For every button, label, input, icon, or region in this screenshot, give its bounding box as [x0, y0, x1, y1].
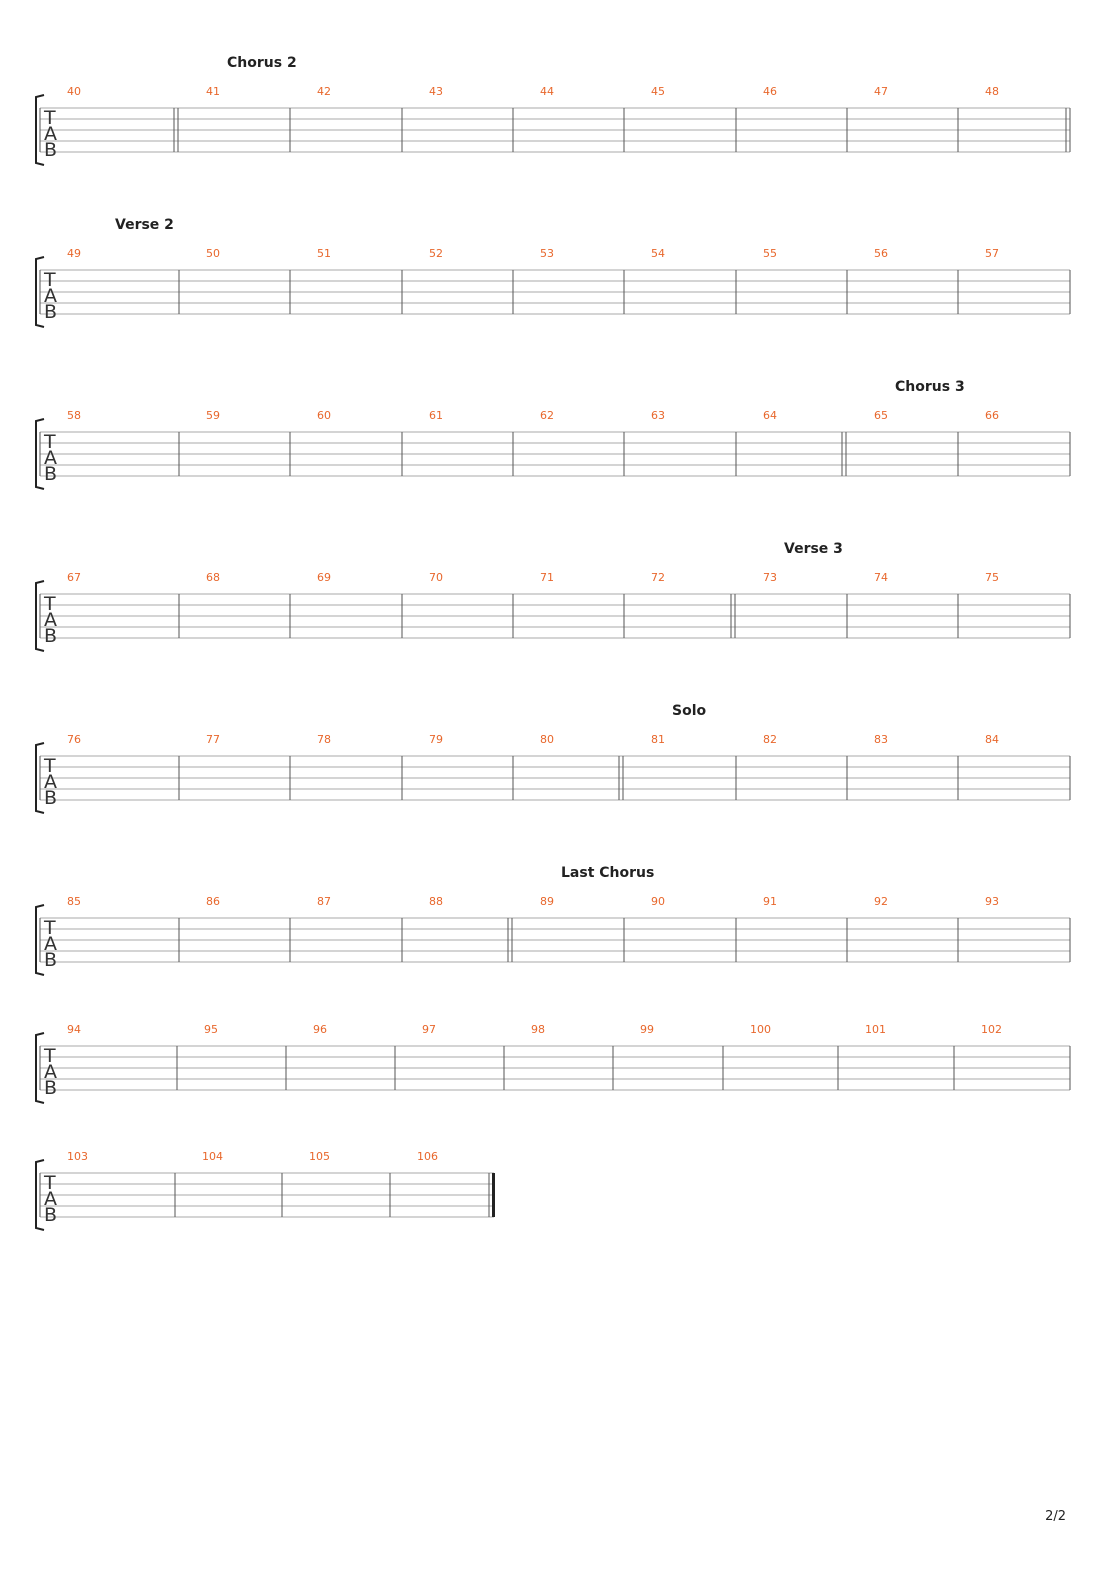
bar-number: 83	[874, 733, 888, 746]
bar-number: 104	[202, 1150, 223, 1163]
bar-number: 93	[985, 895, 999, 908]
bar-number: 101	[865, 1023, 886, 1036]
tab-clef-b: B	[44, 1204, 58, 1226]
bar-number: 63	[651, 409, 665, 422]
bar-number: 54	[651, 247, 665, 260]
bar-number: 47	[874, 85, 888, 98]
bar-number: 48	[985, 85, 999, 98]
bar-number: 85	[67, 895, 81, 908]
bar-number: 45	[651, 85, 665, 98]
bar-number: 92	[874, 895, 888, 908]
bar-number: 76	[67, 733, 81, 746]
bar-number: 66	[985, 409, 999, 422]
bar-number: 55	[763, 247, 777, 260]
bar-number: 60	[317, 409, 331, 422]
bar-number: 51	[317, 247, 331, 260]
bar-number: 70	[429, 571, 443, 584]
bar-number: 105	[309, 1150, 330, 1163]
bar-number: 87	[317, 895, 331, 908]
tab-clef-t: T	[44, 755, 56, 777]
tab-clef-t: T	[44, 107, 56, 129]
tab-clef-a: A	[44, 1061, 57, 1083]
bar-number: 75	[985, 571, 999, 584]
bar-number: 65	[874, 409, 888, 422]
tab-clef-a: A	[44, 609, 57, 631]
bar-number: 46	[763, 85, 777, 98]
bar-number: 69	[317, 571, 331, 584]
section-label: Chorus 2	[227, 55, 297, 71]
bar-number: 90	[651, 895, 665, 908]
bar-number: 61	[429, 409, 443, 422]
final-barline-thick	[492, 1173, 495, 1217]
bar-number: 82	[763, 733, 777, 746]
bar-number: 72	[651, 571, 665, 584]
bar-number: 59	[206, 409, 220, 422]
bar-number: 80	[540, 733, 554, 746]
tab-clef-a: A	[44, 771, 57, 793]
page-number: 2/2	[1045, 1509, 1066, 1524]
bar-number: 79	[429, 733, 443, 746]
bar-number: 57	[985, 247, 999, 260]
bar-number: 96	[313, 1023, 327, 1036]
bar-number: 43	[429, 85, 443, 98]
bar-number: 53	[540, 247, 554, 260]
tab-clef-a: A	[44, 285, 57, 307]
section-label: Verse 2	[115, 217, 174, 233]
bar-number: 42	[317, 85, 331, 98]
tab-clef-b: B	[44, 139, 58, 161]
section-label: Last Chorus	[561, 865, 655, 881]
bar-number: 78	[317, 733, 331, 746]
tab-clef-t: T	[44, 593, 56, 615]
bar-number: 71	[540, 571, 554, 584]
bar-number: 84	[985, 733, 999, 746]
tab-clef-b: B	[44, 625, 58, 647]
tab-clef-a: A	[44, 1188, 57, 1210]
bar-number: 56	[874, 247, 888, 260]
tab-clef-b: B	[44, 949, 58, 971]
bar-number: 88	[429, 895, 443, 908]
bar-number: 62	[540, 409, 554, 422]
tab-clef-a: A	[44, 123, 57, 145]
bar-number: 41	[206, 85, 220, 98]
bar-number: 91	[763, 895, 777, 908]
tab-clef-t: T	[44, 269, 56, 291]
bar-number: 99	[640, 1023, 654, 1036]
bar-number: 44	[540, 85, 554, 98]
tab-clef-b: B	[44, 463, 58, 485]
bar-number: 94	[67, 1023, 81, 1036]
bar-number: 50	[206, 247, 220, 260]
bar-number: 106	[417, 1150, 438, 1163]
tab-clef-a: A	[44, 447, 57, 469]
bar-number: 49	[67, 247, 81, 260]
bar-number: 81	[651, 733, 665, 746]
tab-clef-b: B	[44, 787, 58, 809]
bar-number: 97	[422, 1023, 436, 1036]
bar-number: 68	[206, 571, 220, 584]
tab-clef-b: B	[44, 301, 58, 323]
tab-clef-t: T	[44, 431, 56, 453]
bar-number: 73	[763, 571, 777, 584]
section-label: Solo	[672, 703, 707, 719]
bar-number: 77	[206, 733, 220, 746]
bar-number: 103	[67, 1150, 88, 1163]
bar-number: 67	[67, 571, 81, 584]
tab-clef-t: T	[44, 1045, 56, 1067]
tab-clef-b: B	[44, 1077, 58, 1099]
bar-number: 102	[981, 1023, 1002, 1036]
bar-number: 95	[204, 1023, 218, 1036]
section-label: Chorus 3	[895, 379, 965, 395]
section-label: Verse 3	[784, 541, 843, 557]
bar-number: 40	[67, 85, 81, 98]
tab-clef-t: T	[44, 917, 56, 939]
bar-number: 58	[67, 409, 81, 422]
tab-clef-a: A	[44, 933, 57, 955]
bar-number: 74	[874, 571, 888, 584]
bar-number: 100	[750, 1023, 771, 1036]
tab-clef-t: T	[44, 1172, 56, 1194]
bar-number: 52	[429, 247, 443, 260]
bar-number: 86	[206, 895, 220, 908]
bar-number: 89	[540, 895, 554, 908]
bar-number: 98	[531, 1023, 545, 1036]
bar-number: 64	[763, 409, 777, 422]
